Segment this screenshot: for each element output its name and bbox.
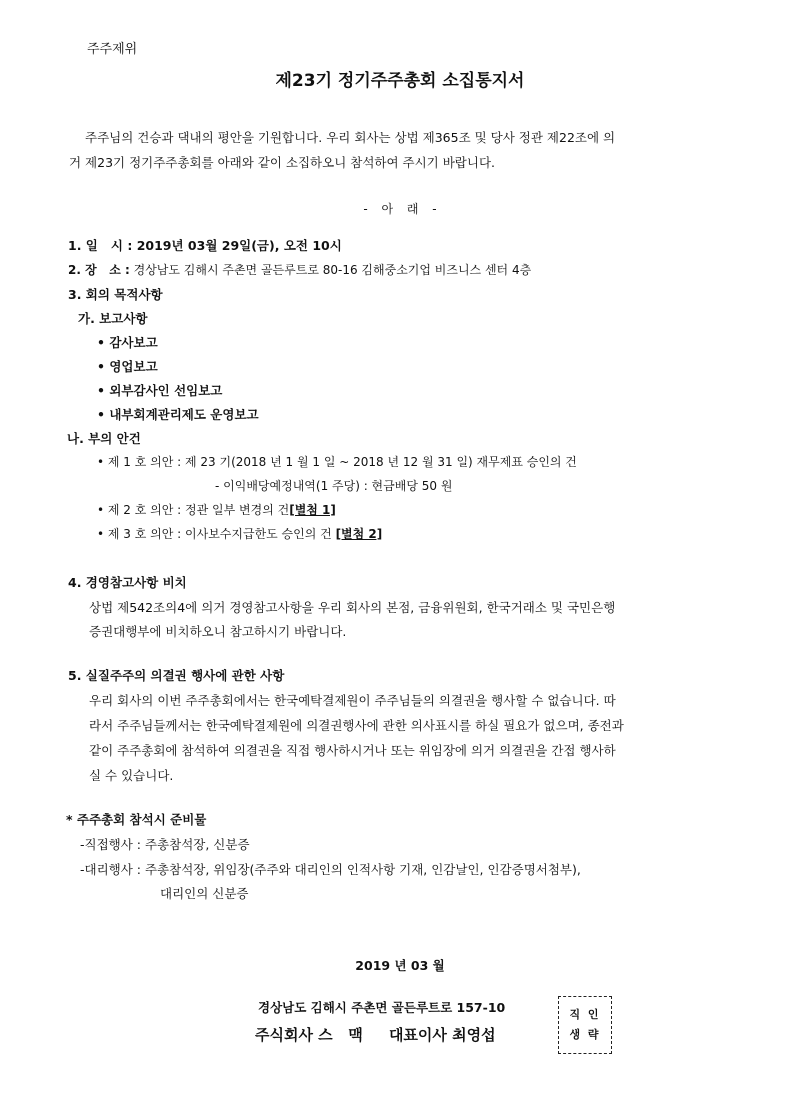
category-label: 주주제위 <box>87 42 138 57</box>
purpose-heading: 3. 회의 목적사항 <box>68 287 163 302</box>
company-name: 주식회사 스 맥 대표이사 최영섭 <box>255 1026 496 1044</box>
report-item: • 영업보고 <box>97 359 158 374</box>
agenda-item-2: • 제 2 호 의안 : 정관 일부 변경의 건[별첨 1] <box>97 503 336 517</box>
report-item: • 감사보고 <box>97 335 158 350</box>
agenda-item-3: • 제 3 호 의안 : 이사보수지급한도 승인의 건 [별첨 2] <box>97 527 383 541</box>
section5-line-4: 실 수 있습니다. <box>89 768 174 783</box>
section5-line-1: 우리 회사의 이번 주주총회에서는 한국예탁결제원이 주주님들의 의결권을 행사할 수 없습니다. 따 <box>89 693 616 708</box>
report-heading: 가. 보고사항 <box>78 311 148 326</box>
seal-omitted-stamp <box>558 996 612 1054</box>
prep-proxy-cont: 대리인의 신분증 <box>160 886 249 901</box>
meeting-place-value: 경상남도 김해시 주촌면 골든루트로 80-16 김해중소기업 비즈니스 센터 4층 <box>129 263 532 277</box>
divider-label: - 아 래 - <box>363 202 437 216</box>
section5-heading: 5. 실질주주의 의결권 행사에 관한 사항 <box>68 668 285 683</box>
stamp-line-2: 생 략 <box>569 1028 601 1041</box>
page-title: 제23기 정기주주총회 소집통지서 <box>275 71 525 91</box>
stamp-line-1: 직 인 <box>569 1008 601 1021</box>
notice-date: 2019 년 03 월 <box>355 958 445 973</box>
agenda-item-1: • 제 1 호 의안 : 제 23 기(2018 년 1 월 1 일 ~ 2018 년 12 월 31 일) 재무제표 승인의 건 <box>97 455 577 469</box>
meeting-place <box>68 261 531 278</box>
section5-line-2: 라서 주주님들께서는 한국예탁결제원에 의결권행사에 관한 의사표시를 하실 필요가 없으며, 종전과 <box>89 718 624 733</box>
company-address: 경상남도 김해시 주촌면 골든루트로 157-10 <box>258 1000 506 1015</box>
prep-heading: * 주주총회 참석시 준비물 <box>66 812 207 827</box>
intro-line-2: 거 제23기 정기주주총회를 아래와 같이 소집하오니 참석하여 주시기 바랍니다. <box>69 155 495 170</box>
meeting-place-label: 2. 장 소 : <box>68 263 130 277</box>
attachment-ref-1: [별첨 1] <box>289 503 336 517</box>
prep-direct: -직접행사 : 주총참석장, 신분증 <box>80 837 250 852</box>
meeting-date: 1. 일 시 : 2019년 03월 29일(금), 오전 10시 <box>68 238 342 253</box>
prep-proxy: -대리행사 : 주총참석장, 위임장(주주와 대리인의 인적사항 기재, 인감날인, 인감증명서첨부), <box>80 862 581 877</box>
section4-heading: 4. 경영참고사항 비치 <box>68 575 187 590</box>
attachment-ref-2: [별첨 2] <box>335 527 383 541</box>
agenda-heading: 나. 부의 안건 <box>67 431 141 446</box>
section4-line-1: 상법 제542조의4에 의거 경영참고사항을 우리 회사의 본점, 금융위원회, 한국거래소 및 국민은행 <box>89 600 616 615</box>
report-item: • 내부회계관리제도 운영보고 <box>97 407 259 422</box>
section4-line-2: 증권대행부에 비치하오니 참고하시기 바랍니다. <box>89 624 347 639</box>
intro-line-1: 주주님의 건승과 댁내의 평안을 기원합니다. 우리 회사는 상법 제365조 및 당사 정관 제22조에 의 <box>85 130 616 145</box>
report-item: • 외부감사인 선임보고 <box>97 383 223 398</box>
section5-line-3: 같이 주주총회에 참석하여 의결권을 직접 행사하시거나 또는 위임장에 의거 의결권을 간접 행사하 <box>89 743 616 758</box>
agenda-item-1-sub: - 이익배당예정내역(1 주당) : 현금배당 50 원 <box>215 479 453 493</box>
